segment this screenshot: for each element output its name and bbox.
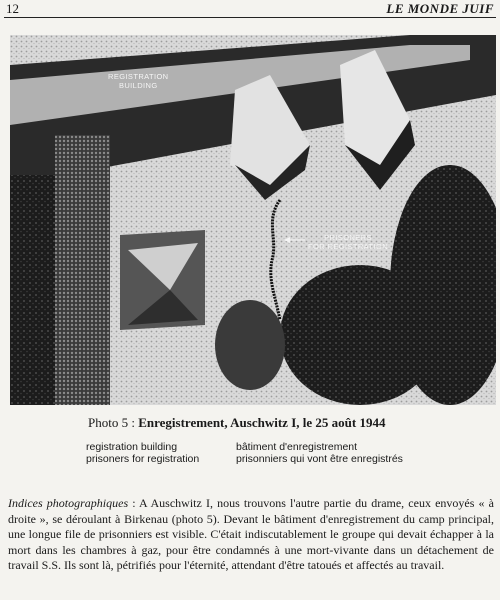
page-number: 12 <box>6 1 19 16</box>
legend-fr: bâtiment d'enregistrement <box>236 441 358 453</box>
journal-title: LE MONDE JUIF <box>386 1 494 16</box>
header-rule <box>4 17 496 18</box>
body-lead: Indices photographiques <box>8 496 129 510</box>
dotted-building <box>55 135 110 405</box>
legend-fr: prisonniers qui vont être enregistrés <box>236 453 403 465</box>
legend-en: prisoners for registration <box>86 453 200 465</box>
photo-caption <box>86 415 486 465</box>
page-header <box>0 0 500 18</box>
body-text: : A Auschwitz I, nous trouvons l'autre partie du drame, ceux envoyés « à droite », se déroulant à Birkenau (photo 5). Devant le bâtiment d'enregistrement du camp principal, une longue file de prisonniers est visible. C'était indiscutablement le groupe qui devait échapper à la mort dans les chambres à gaz, pour être condamnés à une mort-vivante dans un détachement de travail S.S. Ils sont là, pétrifiés pour l'éternité, attendant d'être tatoués et affectés au travail. <box>8 496 494 572</box>
body-paragraph <box>8 496 494 574</box>
registration-building-label: REGISTRATION BUILDING <box>108 72 169 90</box>
caption-legend <box>86 441 486 465</box>
aerial-photograph <box>10 35 496 405</box>
caption-title: Photo 5 : Enregistrement, Auschwitz I, le 25 août 1944 <box>88 415 386 430</box>
legend-en: registration building <box>86 441 178 453</box>
prisoners-label: PRISONERS FOR REGISTRATION <box>308 233 389 251</box>
